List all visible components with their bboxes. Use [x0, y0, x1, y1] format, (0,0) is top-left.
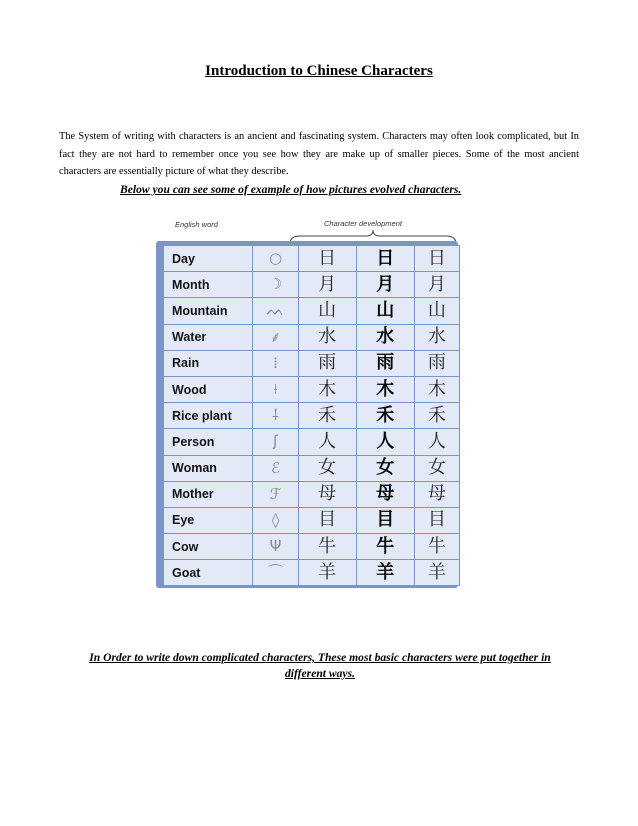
table-row: [164, 272, 460, 298]
character-stage-2: 女: [298, 455, 356, 481]
table-row: [164, 350, 460, 376]
table-row: [164, 534, 460, 560]
character-stage-2: 日: [298, 246, 356, 272]
intro-paragraph: The System of writing with characters is an ancient and fascinating system. Characters may often look complicated, but In fact they are not hard to remember once you see how they are make up of smaller pieces. Some of the most ancient characters are essentially picture of what they describe.: [59, 131, 579, 177]
character-stage-2: 禾: [298, 403, 356, 429]
character-stage-4: 水: [414, 324, 459, 350]
character-stage-2: 羊: [298, 560, 356, 586]
character-stage-1: ʃ: [253, 429, 298, 455]
table-row: [164, 376, 460, 402]
character-stage-4: 雨: [414, 350, 459, 376]
document-title: Introduction to Chinese Characters: [205, 63, 433, 79]
english-word: Person: [164, 429, 253, 455]
character-stage-4: 羊: [414, 560, 459, 586]
character-stage-2: 水: [298, 324, 356, 350]
table-row: [164, 298, 460, 324]
character-stage-1: ○: [253, 246, 298, 272]
character-table: [163, 245, 460, 586]
english-word: Day: [164, 246, 253, 272]
character-stage-1: ᨓ: [253, 298, 298, 324]
character-stage-2: 牛: [298, 534, 356, 560]
character-stage-2: 木: [298, 376, 356, 402]
figure-caption: Below you can see some of example of how pictures evolved characters.: [120, 183, 462, 196]
character-stage-1: ⌒: [253, 560, 298, 586]
table-row: [164, 429, 460, 455]
table-row: [164, 481, 460, 507]
character-stage-4: 人: [414, 429, 459, 455]
character-stage-3: 目: [356, 507, 414, 533]
character-stage-3: 母: [356, 481, 414, 507]
character-stage-4: 母: [414, 481, 459, 507]
english-word: Goat: [164, 560, 253, 586]
character-stage-3: 牛: [356, 534, 414, 560]
character-stage-3: 木: [356, 376, 414, 402]
table-row: [164, 507, 460, 533]
character-stage-2: 母: [298, 481, 356, 507]
table-row: [164, 246, 460, 272]
character-stage-2: 月: [298, 272, 356, 298]
character-stage-3: 山: [356, 298, 414, 324]
character-stage-1: ⟊: [253, 376, 298, 402]
header-english-word: English word: [175, 220, 218, 229]
character-stage-4: 木: [414, 376, 459, 402]
character-stage-4: 目: [414, 507, 459, 533]
character-stage-3: 月: [356, 272, 414, 298]
character-stage-1: ⸙: [253, 324, 298, 350]
character-stage-4: 山: [414, 298, 459, 324]
character-stage-1: ℱ: [253, 481, 298, 507]
character-stage-4: 牛: [414, 534, 459, 560]
table-row: [164, 560, 460, 586]
english-word: Mountain: [164, 298, 253, 324]
bottom-caption-line2: different ways.: [285, 667, 355, 680]
character-stage-3: 禾: [356, 403, 414, 429]
character-stage-2: 人: [298, 429, 356, 455]
table-row: [164, 324, 460, 350]
table-row: [164, 455, 460, 481]
character-stage-4: 禾: [414, 403, 459, 429]
character-stage-2: 雨: [298, 350, 356, 376]
character-stage-3: 女: [356, 455, 414, 481]
english-word: Water: [164, 324, 253, 350]
english-word: Mother: [164, 481, 253, 507]
character-stage-3: 雨: [356, 350, 414, 376]
english-word: Rain: [164, 350, 253, 376]
character-stage-3: 羊: [356, 560, 414, 586]
character-stage-1: Ψ: [253, 534, 298, 560]
bottom-caption: [60, 650, 580, 682]
character-stage-3: 日: [356, 246, 414, 272]
character-stage-4: 日: [414, 246, 459, 272]
character-stage-1: ☽: [253, 272, 298, 298]
character-stage-3: 人: [356, 429, 414, 455]
english-word: Eye: [164, 507, 253, 533]
character-stage-4: 女: [414, 455, 459, 481]
table-row: [164, 403, 460, 429]
bottom-caption-line1: In Order to write down complicated characters, These most basic characters were put together in: [89, 651, 551, 664]
english-word: Rice plant: [164, 403, 253, 429]
character-evolution-figure: [148, 214, 460, 590]
english-word: Woman: [164, 455, 253, 481]
english-word: Cow: [164, 534, 253, 560]
english-word: Month: [164, 272, 253, 298]
character-stage-3: 水: [356, 324, 414, 350]
character-stage-1: ℰ: [253, 455, 298, 481]
character-stage-1: ⸸: [253, 403, 298, 429]
header-character-development: Character development: [324, 219, 402, 228]
character-stage-1: ◊: [253, 507, 298, 533]
character-stage-2: 目: [298, 507, 356, 533]
english-word: Wood: [164, 376, 253, 402]
character-stage-4: 月: [414, 272, 459, 298]
character-stage-1: ⁞: [253, 350, 298, 376]
character-stage-2: 山: [298, 298, 356, 324]
